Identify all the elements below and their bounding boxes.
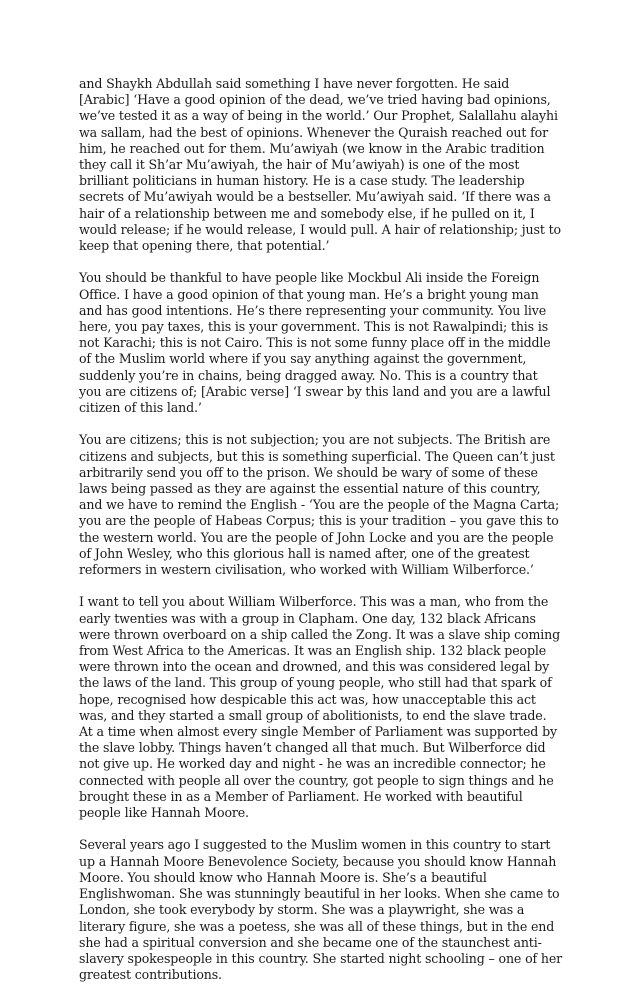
paragraph-4: I want to tell you about William Wilberforce. This was a man, who from the early twenties was with a group in Clapham. One day, 132 black Africans were thrown overboard on a ship called the Zong. It was a slave ship coming from West Africa to the Americas. It was an English ship. 132 black people were thrown into the ocean and drowned, and this was considered legal by the laws of the land. This group of young people, who still had that spark of hope, recognised how despicable this act was, how unacceptable this act was, and they started a small group of abolitionists, to end the slave trade. At a time when almost every single Member of Parliament was supported by the slave lobby. Things haven’t changed all that much. But Wilberforce did not give up. He worked day and night - he was an incredible connector; he connected with people all over the country, got people to sign things and he brought these in as a Member of Parliament. He worked with beautiful people like Hannah Moore. [79, 594, 561, 821]
paragraph-1: and Shaykh Abdullah said something I have never forgotten. He said [Arabic] ‘Have a good opinion of the dead, we’ve tried having bad opinions, we’ve tested it as a way of being in the world.’ Our Prophet, Salallahu alayhi wa sallam, had the best of opinions. Whenever the Quraish reached out for him, he reached out for them. Mu’awiyah (we know in the Arabic tradition they call it Sh’ar Mu’awiyah, the hair of Mu’awiyah) is one of the most brilliant politicians in human history. He is a case study. The leadership secrets of Mu’awiyah would be a bestseller. Mu’awiyah said. ‘If there was a hair of a relationship between me and somebody else, if he pulled on it, I would release; if he would release, I would pull. A hair of relationship; just to keep that opening there, that potential.’ [79, 76, 561, 254]
paragraph-5: Several years ago I suggested to the Muslim women in this country to start up a Hannah Moore Benevolence Society, because you should know Hannah Moore. You should know who Hannah Moore is. She’s a beautiful Englishwoman. She was stunningly beautiful in her looks. When she came to London, she took everybody by storm. She was a playwright, she was a literary figure, she was a poetess, she was all of these things, but in the end she had a spiritual conversion and she became one of the staunchest anti-slavery spokespeople in this country. She started night schooling – one of her greatest contributions. [79, 837, 562, 983]
paragraph-3: You are citizens; this is not subjection; you are not subjects. The British are citizens and subjects, but this is something superficial. The Queen can’t just arbitrarily send you off to the prison. We should be wary of some of these laws being passed as they are against the essential nature of this country, and we have to remind the English - ‘You are the people of the Magna Carta; you are the people of Habeas Corpus; this is your tradition – you gave this to the western world. You are the people of John Locke and you are the people of John Wesley, who this glorious hall is named after, one of the greatest reformers in western civilisation, who worked with William Wilberforce.’ [79, 432, 560, 578]
document-page [79, 76, 563, 1000]
paragraph-2: You should be thankful to have people like Mockbul Ali inside the Foreign Office. I have a good opinion of that young man. He’s a bright young man and has good intentions. He’s there representing your community. You live here, you pay taxes, this is your government. This is not Rawalpindi; this is not Karachi; this is not Cairo. This is not some funny place off in the middle of the Muslim world where if you say anything against the government, suddenly you’re in chains, being dragged away. No. This is a country that you are citizens of; [Arabic verse] ‘I swear by this land and you are a lawful citizen of this land.’ [79, 270, 551, 416]
